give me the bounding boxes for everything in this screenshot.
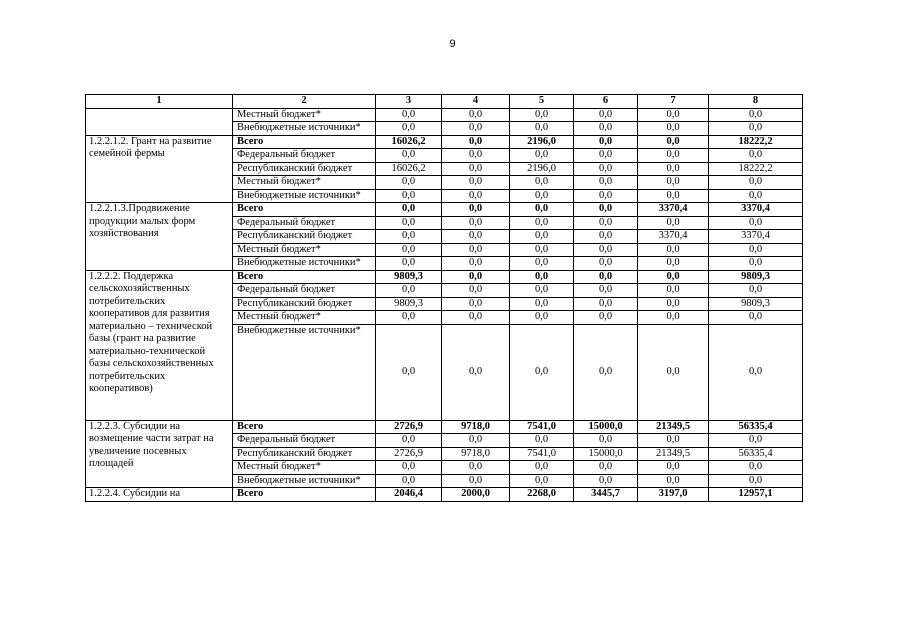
value-cell: 0,0 xyxy=(709,461,803,475)
value-cell: 0,0 xyxy=(376,461,442,475)
value-cell: 0,0 xyxy=(574,149,638,163)
value-cell: 2268,0 xyxy=(510,488,574,502)
value-cell: 0,0 xyxy=(709,284,803,298)
value-cell: 0,0 xyxy=(442,203,510,217)
funding-source-cell: Всего xyxy=(233,420,376,434)
value-cell: 0,0 xyxy=(574,176,638,190)
value-cell: 0,0 xyxy=(574,270,638,284)
value-cell: 0,0 xyxy=(376,284,442,298)
value-cell: 0,0 xyxy=(376,324,442,420)
budget-table xyxy=(85,94,803,502)
value-cell: 2000,0 xyxy=(442,488,510,502)
measure-name-cell: 1.2.2.1.3.Продвижение продукции малых форм хозяйствования xyxy=(86,203,233,271)
value-cell: 0,0 xyxy=(442,108,510,122)
value-cell: 0,0 xyxy=(510,122,574,136)
funding-source-cell: Всего xyxy=(233,135,376,149)
table-row xyxy=(86,488,803,502)
table-row xyxy=(86,135,803,149)
value-cell: 0,0 xyxy=(574,474,638,488)
funding-source-cell: Всего xyxy=(233,203,376,217)
value-cell: 0,0 xyxy=(510,311,574,325)
value-cell: 15000,0 xyxy=(574,447,638,461)
value-cell: 0,0 xyxy=(510,149,574,163)
header-cell: 5 xyxy=(510,95,574,109)
value-cell: 0,0 xyxy=(442,216,510,230)
value-cell: 0,0 xyxy=(709,176,803,190)
page-number: 9 xyxy=(449,38,456,50)
value-cell: 0,0 xyxy=(442,311,510,325)
value-cell: 0,0 xyxy=(442,284,510,298)
value-cell: 0,0 xyxy=(510,270,574,284)
value-cell: 0,0 xyxy=(376,108,442,122)
value-cell: 0,0 xyxy=(510,461,574,475)
measure-name-cell: 1.2.2.1.2. Грант на развитие семейной фермы xyxy=(86,135,233,203)
value-cell: 0,0 xyxy=(709,122,803,136)
header-row xyxy=(86,95,803,109)
value-cell: 0,0 xyxy=(709,434,803,448)
value-cell: 56335,4 xyxy=(709,420,803,434)
value-cell: 0,0 xyxy=(574,108,638,122)
funding-source-cell: Внебюджетные источники* xyxy=(233,324,376,420)
funding-source-cell: Республиканский бюджет xyxy=(233,447,376,461)
value-cell: 0,0 xyxy=(510,297,574,311)
value-cell: 0,0 xyxy=(376,257,442,271)
value-cell: 9718,0 xyxy=(442,420,510,434)
value-cell: 16026,2 xyxy=(376,162,442,176)
table-row xyxy=(86,270,803,284)
value-cell: 9809,3 xyxy=(376,297,442,311)
value-cell: 0,0 xyxy=(574,461,638,475)
value-cell: 21349,5 xyxy=(638,447,709,461)
value-cell: 0,0 xyxy=(638,216,709,230)
funding-source-cell: Внебюджетные источники* xyxy=(233,122,376,136)
funding-source-cell: Местный бюджет* xyxy=(233,176,376,190)
value-cell: 0,0 xyxy=(442,122,510,136)
value-cell: 0,0 xyxy=(442,257,510,271)
funding-source-cell: Внебюджетные источники* xyxy=(233,189,376,203)
value-cell: 0,0 xyxy=(510,176,574,190)
value-cell: 0,0 xyxy=(709,311,803,325)
value-cell: 0,0 xyxy=(376,243,442,257)
measure-name-cell: 1.2.2.4. Субсидии на xyxy=(86,488,233,502)
funding-source-cell: Всего xyxy=(233,488,376,502)
value-cell: 0,0 xyxy=(510,257,574,271)
value-cell: 0,0 xyxy=(442,243,510,257)
value-cell: 2046,4 xyxy=(376,488,442,502)
value-cell: 0,0 xyxy=(574,257,638,271)
value-cell: 0,0 xyxy=(510,189,574,203)
value-cell: 0,0 xyxy=(574,162,638,176)
header-cell: 6 xyxy=(574,95,638,109)
value-cell: 0,0 xyxy=(574,216,638,230)
value-cell: 0,0 xyxy=(442,149,510,163)
header-cell: 8 xyxy=(709,95,803,109)
funding-source-cell: Всего xyxy=(233,270,376,284)
value-cell: 15000,0 xyxy=(574,420,638,434)
value-cell: 0,0 xyxy=(574,324,638,420)
value-cell: 9809,3 xyxy=(376,270,442,284)
value-cell: 0,0 xyxy=(574,311,638,325)
table-row xyxy=(86,420,803,434)
value-cell: 0,0 xyxy=(442,189,510,203)
value-cell: 0,0 xyxy=(510,230,574,244)
funding-source-cell: Местный бюджет* xyxy=(233,108,376,122)
funding-source-cell: Местный бюджет* xyxy=(233,243,376,257)
value-cell: 0,0 xyxy=(638,108,709,122)
value-cell: 0,0 xyxy=(638,176,709,190)
value-cell: 0,0 xyxy=(376,203,442,217)
value-cell: 16026,2 xyxy=(376,135,442,149)
value-cell: 9718,0 xyxy=(442,447,510,461)
value-cell: 0,0 xyxy=(709,216,803,230)
value-cell: 0,0 xyxy=(574,297,638,311)
value-cell: 0,0 xyxy=(376,189,442,203)
value-cell: 0,0 xyxy=(442,230,510,244)
value-cell: 3370,4 xyxy=(709,203,803,217)
header-cell: 7 xyxy=(638,95,709,109)
funding-source-cell: Внебюджетные источники* xyxy=(233,474,376,488)
value-cell: 0,0 xyxy=(574,122,638,136)
value-cell: 9809,3 xyxy=(709,297,803,311)
value-cell: 3370,4 xyxy=(638,203,709,217)
value-cell: 0,0 xyxy=(638,311,709,325)
value-cell: 0,0 xyxy=(638,270,709,284)
value-cell: 0,0 xyxy=(376,176,442,190)
value-cell: 0,0 xyxy=(376,149,442,163)
value-cell: 0,0 xyxy=(638,257,709,271)
value-cell: 0,0 xyxy=(442,434,510,448)
value-cell: 0,0 xyxy=(510,434,574,448)
funding-source-cell: Местный бюджет* xyxy=(233,311,376,325)
value-cell: 7541,0 xyxy=(510,447,574,461)
value-cell: 0,0 xyxy=(574,189,638,203)
value-cell: 0,0 xyxy=(709,108,803,122)
value-cell: 0,0 xyxy=(709,257,803,271)
measure-name-cell: 1.2.2.2. Поддержка сельскохозяйственных потребительских кооперативов для развития материально – технической базы (грант на развитие материально-технической базы сельскохозяйственных потребительских кооперативов) xyxy=(86,270,233,420)
value-cell: 0,0 xyxy=(442,162,510,176)
value-cell: 2726,9 xyxy=(376,420,442,434)
value-cell: 21349,5 xyxy=(638,420,709,434)
measure-name-cell: 1.2.2.3. Субсидии на возмещение части затрат на увеличение посевных площадей xyxy=(86,420,233,488)
value-cell: 0,0 xyxy=(376,474,442,488)
value-cell: 12957,1 xyxy=(709,488,803,502)
value-cell: 0,0 xyxy=(376,311,442,325)
value-cell: 0,0 xyxy=(376,434,442,448)
value-cell: 7541,0 xyxy=(510,420,574,434)
table-row xyxy=(86,203,803,217)
value-cell: 0,0 xyxy=(376,230,442,244)
value-cell: 0,0 xyxy=(442,461,510,475)
value-cell: 0,0 xyxy=(442,324,510,420)
value-cell: 0,0 xyxy=(510,474,574,488)
funding-source-cell: Местный бюджет* xyxy=(233,461,376,475)
value-cell: 0,0 xyxy=(510,203,574,217)
value-cell: 0,0 xyxy=(442,270,510,284)
value-cell: 0,0 xyxy=(442,176,510,190)
value-cell: 0,0 xyxy=(510,284,574,298)
funding-source-cell: Республиканский бюджет xyxy=(233,297,376,311)
value-cell: 0,0 xyxy=(574,230,638,244)
value-cell: 0,0 xyxy=(709,474,803,488)
value-cell: 9809,3 xyxy=(709,270,803,284)
funding-source-cell: Федеральный бюджет xyxy=(233,216,376,230)
funding-source-cell: Республиканский бюджет xyxy=(233,162,376,176)
value-cell: 0,0 xyxy=(442,297,510,311)
value-cell: 0,0 xyxy=(638,122,709,136)
value-cell: 56335,4 xyxy=(709,447,803,461)
value-cell: 0,0 xyxy=(638,461,709,475)
value-cell: 0,0 xyxy=(709,149,803,163)
value-cell: 0,0 xyxy=(376,216,442,230)
value-cell: 0,0 xyxy=(638,189,709,203)
value-cell: 0,0 xyxy=(638,284,709,298)
value-cell: 0,0 xyxy=(510,108,574,122)
value-cell: 0,0 xyxy=(574,203,638,217)
value-cell: 0,0 xyxy=(574,284,638,298)
value-cell: 0,0 xyxy=(638,135,709,149)
funding-source-cell: Федеральный бюджет xyxy=(233,434,376,448)
funding-source-cell: Федеральный бюджет xyxy=(233,284,376,298)
value-cell: 0,0 xyxy=(442,474,510,488)
value-cell: 0,0 xyxy=(709,243,803,257)
header-cell: 1 xyxy=(86,95,233,109)
value-cell: 0,0 xyxy=(709,189,803,203)
funding-source-cell: Республиканский бюджет xyxy=(233,230,376,244)
value-cell: 0,0 xyxy=(709,324,803,420)
value-cell: 3197,0 xyxy=(638,488,709,502)
value-cell: 2196,0 xyxy=(510,135,574,149)
table-row xyxy=(86,108,803,122)
value-cell: 3370,4 xyxy=(638,230,709,244)
value-cell: 0,0 xyxy=(638,434,709,448)
value-cell: 0,0 xyxy=(574,135,638,149)
value-cell: 0,0 xyxy=(638,474,709,488)
value-cell: 0,0 xyxy=(638,324,709,420)
value-cell: 0,0 xyxy=(510,324,574,420)
value-cell: 0,0 xyxy=(638,243,709,257)
header-cell: 3 xyxy=(376,95,442,109)
value-cell: 0,0 xyxy=(638,297,709,311)
value-cell: 0,0 xyxy=(638,162,709,176)
measure-name-cell xyxy=(86,108,233,135)
header-cell: 2 xyxy=(233,95,376,109)
header-cell: 4 xyxy=(442,95,510,109)
value-cell: 0,0 xyxy=(638,149,709,163)
value-cell: 18222,2 xyxy=(709,135,803,149)
value-cell: 0,0 xyxy=(574,434,638,448)
value-cell: 0,0 xyxy=(574,243,638,257)
value-cell: 2196,0 xyxy=(510,162,574,176)
value-cell: 0,0 xyxy=(376,122,442,136)
funding-source-cell: Внебюджетные источники* xyxy=(233,257,376,271)
funding-source-cell: Федеральный бюджет xyxy=(233,149,376,163)
value-cell: 0,0 xyxy=(442,135,510,149)
value-cell: 2726,9 xyxy=(376,447,442,461)
value-cell: 3370,4 xyxy=(709,230,803,244)
value-cell: 0,0 xyxy=(510,216,574,230)
value-cell: 0,0 xyxy=(510,243,574,257)
value-cell: 3445,7 xyxy=(574,488,638,502)
value-cell: 18222,2 xyxy=(709,162,803,176)
